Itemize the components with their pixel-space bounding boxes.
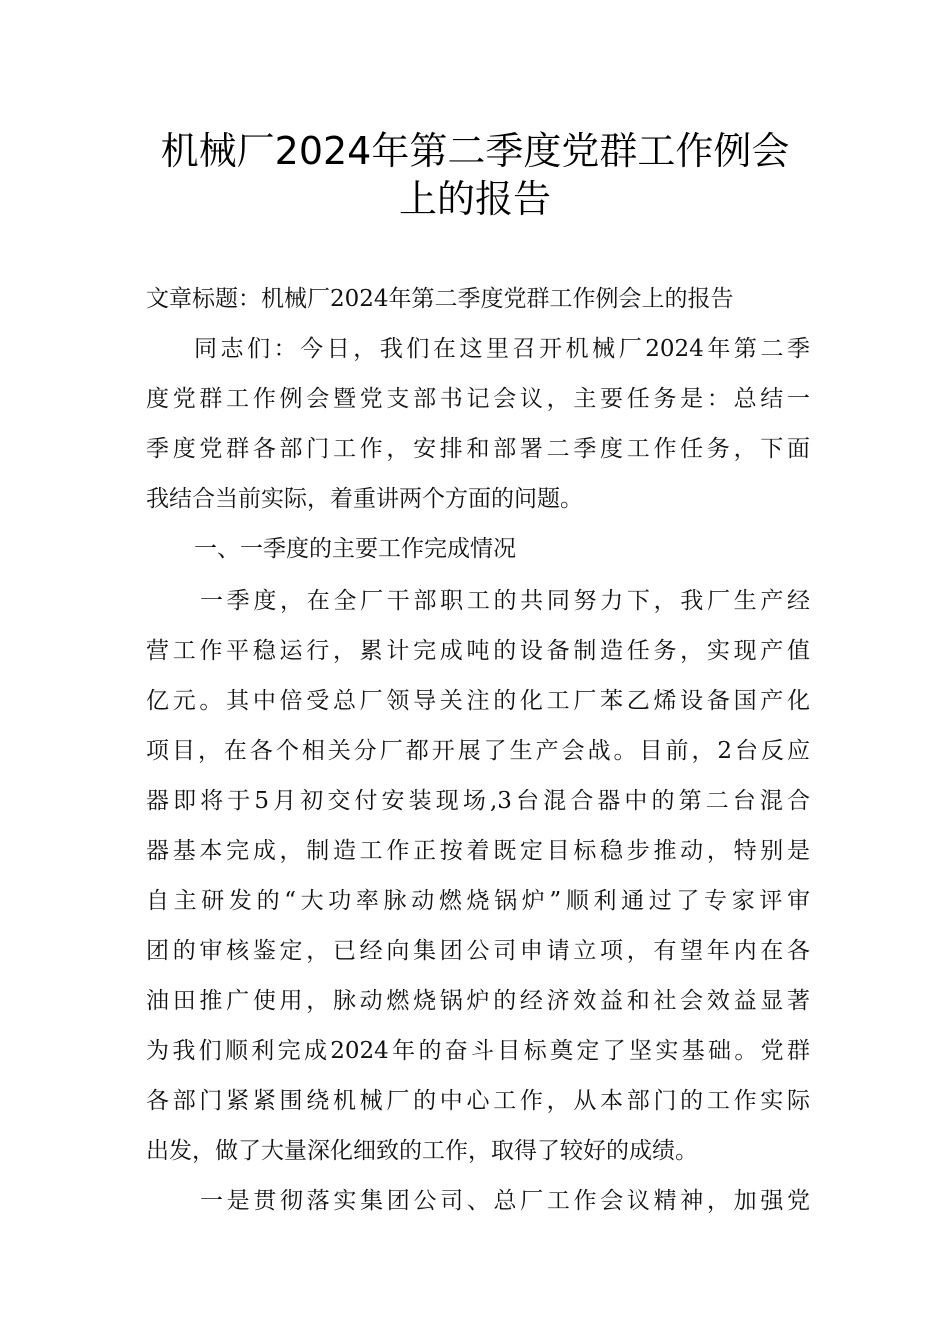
paragraph-line: 一季度，在全厂干部职工的共同努力下，我厂生产经 xyxy=(200,588,810,614)
paragraph-line: 油田推广使用，脉动燃烧锅炉的经济效益和社会效益显著 xyxy=(146,988,810,1014)
document-title-line-1: 机械厂2024年第二季度党群工作例会 xyxy=(160,129,790,173)
paragraph-line: 季度党群各部门工作，安排和部署二季度工作任务，下面 xyxy=(146,436,810,462)
paragraph-line: 营工作平稳运行，累计完成吨的设备制造任务，实现产值 xyxy=(146,638,810,664)
paragraph-line: 亿元。其中倍受总厂领导关注的化工厂苯乙烯设备国产化 xyxy=(146,688,810,714)
paragraph-line: 为我们顺利完成2024年的奋斗目标奠定了坚实基础。党群 xyxy=(146,1038,810,1064)
paragraph-line: 出发，做了大量深化细致的工作，取得了较好的成绩。 xyxy=(146,1138,698,1164)
paragraph-line: 器即将于5月初交付安装现场,3台混合器中的第二台混合 xyxy=(146,788,810,814)
paragraph-line: 项目，在各个相关分厂都开展了生产会战。目前，2台反应 xyxy=(146,738,810,764)
article-title-line: 文章标题：机械厂2024年第二季度党群工作例会上的报告 xyxy=(146,286,734,312)
paragraph-line: 团的审核鉴定，已经向集团公司申请立项，有望年内在各 xyxy=(146,938,810,964)
paragraph-line: 度党群工作例会暨党支部书记会议，主要任务是：总结一 xyxy=(146,386,810,412)
paragraph-line: 自主研发的“大功率脉动燃烧锅炉”顺利通过了专家评审 xyxy=(146,888,810,914)
paragraph-line: 各部门紧紧围绕机械厂的中心工作，从本部门的工作实际 xyxy=(146,1088,810,1114)
document-title-line-2: 上的报告 xyxy=(398,177,551,221)
section-heading: 一、一季度的主要工作完成情况 xyxy=(194,536,516,562)
paragraph-line: 同志们：今日，我们在这里召开机械厂2024年第二季 xyxy=(194,336,810,362)
paragraph-line: 一是贯彻落实集团公司、总厂工作会议精神，加强党 xyxy=(200,1188,810,1214)
paragraph-line: 我结合当前实际，着重讲两个方面的问题。 xyxy=(146,486,583,512)
paragraph-line: 器基本完成，制造工作正按着既定目标稳步推动，特别是 xyxy=(146,838,810,864)
